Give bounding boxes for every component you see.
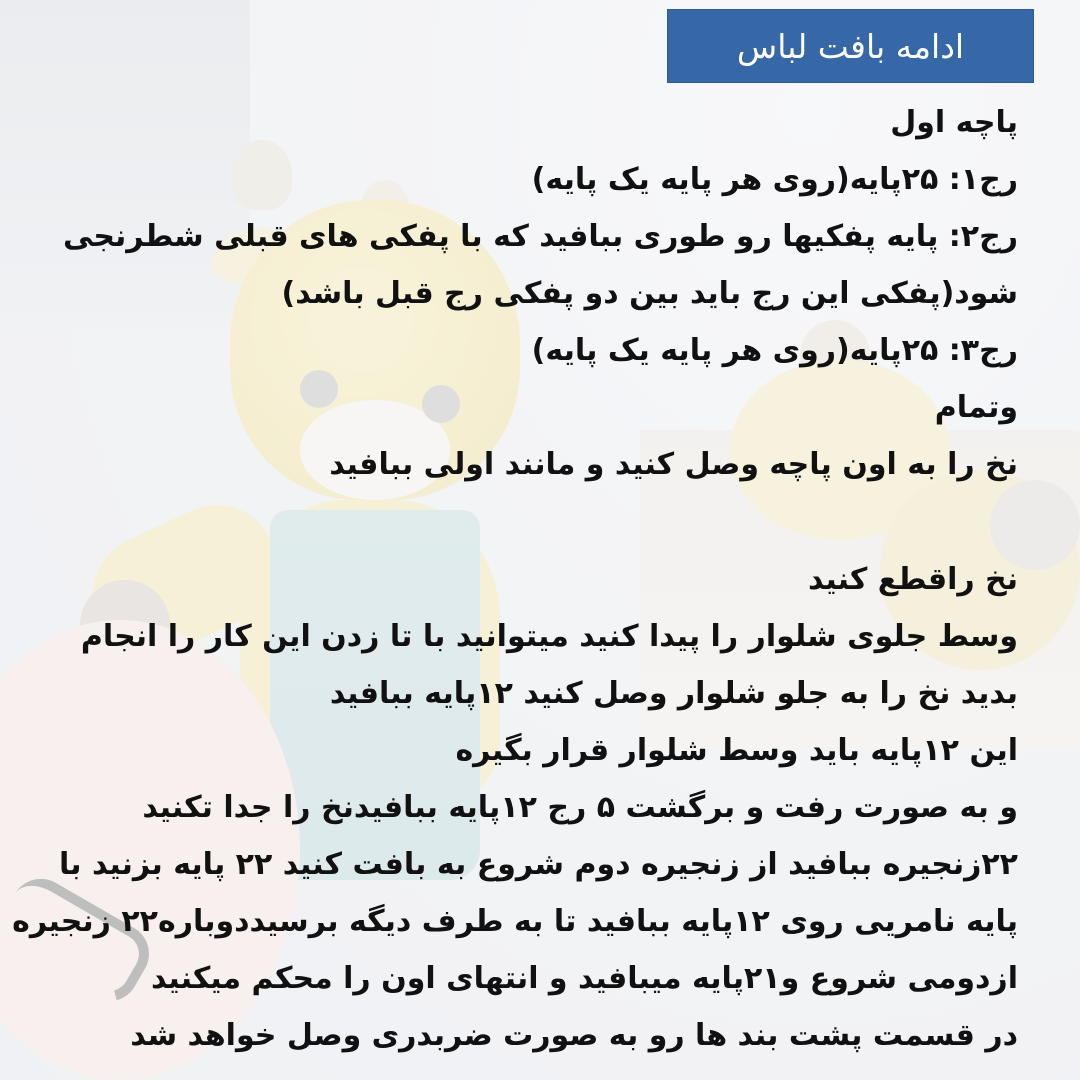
row-1-instruction: رج۱: ۲۵پایه(روی هر پایه یک پایه) [531,162,1018,197]
page-title: ادامه بافت لباس [736,26,965,66]
front-center-instruction: وسط جلوی شلوار را پیدا کنید میتوانید با تا زدن این کار را انجام [80,619,1018,654]
cut-yarn-instruction: نخ راقطع کنید [808,562,1018,597]
back-and-forth-instruction: و به صورت رفت و برگشت ۵ رج ۱۲پایه ببافیدنخ را جدا تکنید [142,790,1018,825]
first-leg-heading: پاچه اول [890,105,1018,140]
instructions-text [12,94,1018,1064]
finish-note: وتمام [934,390,1018,425]
row-2-instruction: رج۲: پایه پفکیها رو طوری ببافید که با پفکی های قبلی شطرنجی [63,219,1018,254]
row-3-instruction: رج۳: ۲۵پایه(روی هر پایه یک پایه) [531,333,1018,368]
center-placement-note: این ۱۲پایه باید وسط شلوار قرار بگیره [455,733,1018,768]
back-cross-note: در قسمت پشت بند ها رو به صورت ضربدری وصل خواهد شد [130,1018,1018,1053]
slip-stitch-instruction: پایه نامریی روی ۱۲پایه ببافید تا به طرف دیگه برسیددوباره۲۲ زنجیره [12,904,1018,939]
chain-instruction: ۲۲زنجیره ببافید از زنجیره دوم شروع به بافت کنید ۲۲ پایه بزنید با [59,847,1018,882]
title-banner [667,9,1034,83]
attach-yarn-instruction: بدید نخ را به جلو شلوار وصل کنید ۱۲پایه ببافید [329,676,1018,711]
paragraph-gap [78,493,1018,551]
row-2-instruction-continued: شود(پفکی این رج باید بین دو پفکی رج قبل باشد) [281,276,1018,311]
second-leg-note: نخ را به اون پاچه وصل کنید و مانند اولی ببافید [329,447,1018,482]
second-strap-instruction: ازدومی شروع و۲۱پایه میبافید و انتهای اون را محکم میکنید [151,961,1018,996]
